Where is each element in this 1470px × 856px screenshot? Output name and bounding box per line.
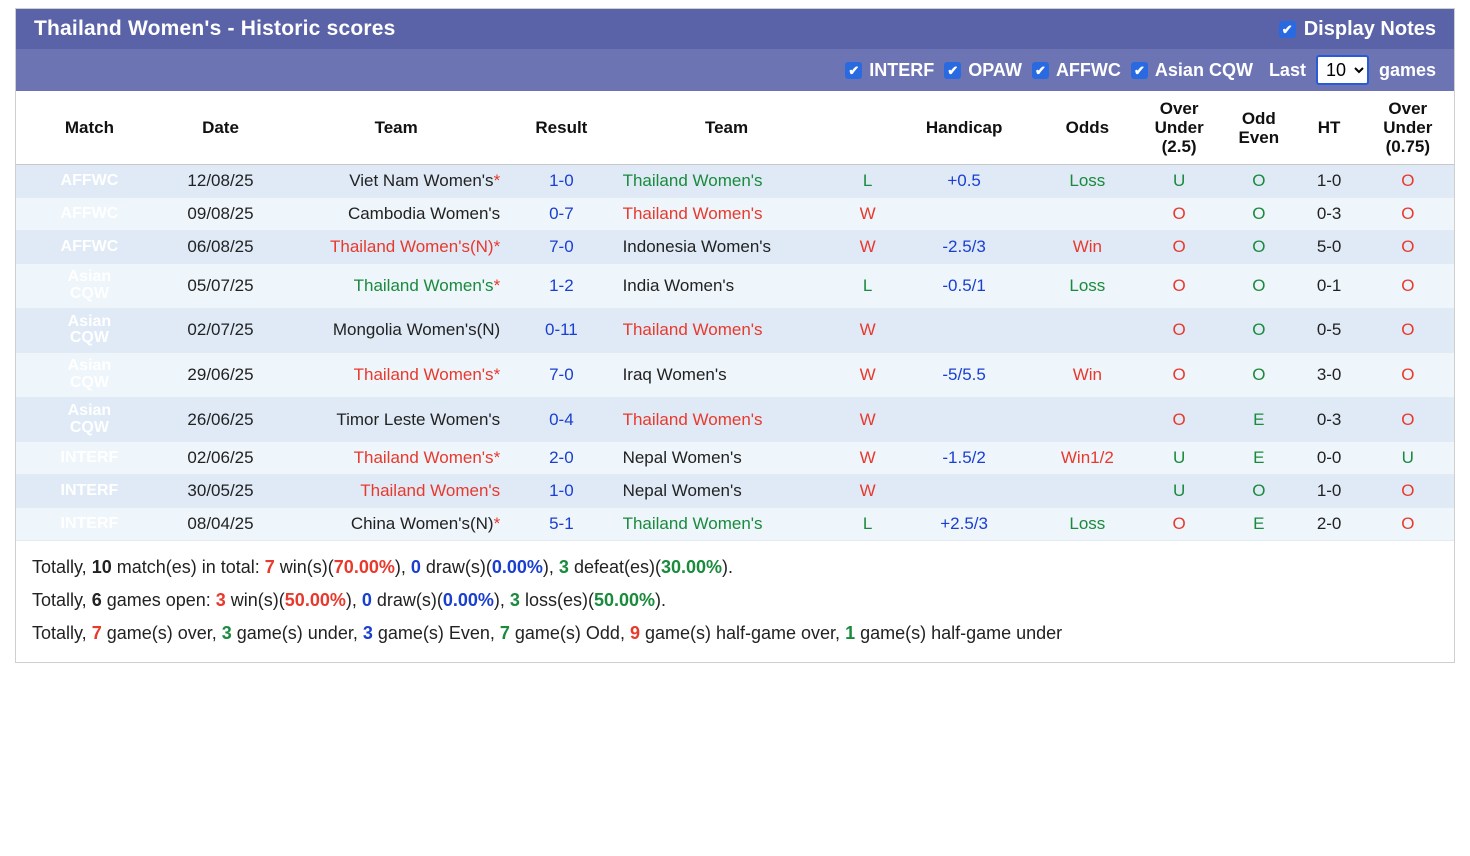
cell-odd-even: O xyxy=(1221,198,1297,231)
cell-handicap: +0.5 xyxy=(891,165,1038,198)
cell-outcome: W xyxy=(845,397,891,442)
cell-odds-result xyxy=(1038,198,1138,231)
cell-handicap: -0.5/1 xyxy=(891,264,1038,309)
filter-interf[interactable] xyxy=(845,60,934,81)
under-count: 3 xyxy=(221,623,232,644)
summary-line-matches xyxy=(32,557,1438,578)
display-notes-toggle[interactable] xyxy=(1279,18,1436,41)
cell-team-home[interactable]: Thailand Women's* xyxy=(278,264,514,309)
cell-competition: Asian CQW xyxy=(16,397,163,442)
cell-over-under: O xyxy=(1137,308,1221,353)
cell-handicap xyxy=(891,308,1038,353)
text: Totally, xyxy=(32,623,92,644)
cell-team-home[interactable]: Cambodia Women's xyxy=(278,198,514,231)
cell-odd-even: E xyxy=(1221,442,1297,475)
cell-date: 12/08/25 xyxy=(163,165,278,198)
col-over-under-line2: Under xyxy=(1154,118,1204,138)
cell-team-away[interactable]: Indonesia Women's xyxy=(609,231,845,264)
cell-over-under-075: O xyxy=(1362,198,1454,231)
cell-date: 30/05/25 xyxy=(163,475,278,508)
cell-date: 02/07/25 xyxy=(163,308,278,353)
checkbox-icon[interactable]: ✔ xyxy=(1279,21,1296,38)
col-result[interactable]: Result xyxy=(514,91,608,165)
col-odd-even-line2: Even xyxy=(1238,127,1280,147)
cell-score: 1-0 xyxy=(514,165,608,198)
text: ), xyxy=(394,557,411,578)
text: win(s)( xyxy=(274,557,334,578)
half-under-count: 1 xyxy=(845,623,856,644)
col-over-under-075-line2: Under xyxy=(1383,118,1433,138)
text: game(s) half-game over, xyxy=(639,623,846,644)
cell-score: 0-4 xyxy=(514,397,608,442)
col-over-under-075[interactable] xyxy=(1362,91,1454,165)
cell-over-under: O xyxy=(1137,198,1221,231)
text: games open: xyxy=(101,590,216,611)
cell-odds-result: Win1/2 xyxy=(1038,442,1138,475)
table-row[interactable] xyxy=(16,397,1454,442)
cell-date: 09/08/25 xyxy=(163,198,278,231)
filter-label: INTERF xyxy=(869,59,935,80)
cell-competition: AFFWC xyxy=(16,165,163,198)
cell-competition: INTERF xyxy=(16,442,163,475)
cell-outcome: L xyxy=(845,165,891,198)
cell-score: 1-0 xyxy=(514,475,608,508)
defeat-pct: 30.00% xyxy=(660,557,723,578)
cell-odds-result: Win xyxy=(1038,353,1138,398)
cell-score: 7-0 xyxy=(514,231,608,264)
cell-over-under: U xyxy=(1137,475,1221,508)
filter-label: AFFWC xyxy=(1055,59,1121,80)
text: ). xyxy=(655,590,667,611)
cell-handicap: -5/5.5 xyxy=(891,353,1038,398)
cell-over-under-075: O xyxy=(1362,508,1454,541)
summary-section xyxy=(16,541,1454,662)
col-over-under-075-line1: Over xyxy=(1388,99,1428,118)
checkbox-icon[interactable]: ✔ xyxy=(1131,62,1148,79)
cell-score: 7-0 xyxy=(514,353,608,398)
cell-outcome: L xyxy=(845,508,891,541)
cell-team-home[interactable]: Thailand Women's(N)* xyxy=(278,231,514,264)
filter-label: Asian CQW xyxy=(1154,59,1253,80)
win-count: 7 xyxy=(264,557,275,578)
cell-odd-even: O xyxy=(1221,165,1297,198)
cell-score: 0-7 xyxy=(514,198,608,231)
open-draw-count: 0 xyxy=(361,590,372,611)
cell-competition: AFFWC xyxy=(16,198,163,231)
col-over-under-line3: (2.5) xyxy=(1161,137,1197,157)
cell-over-under: O xyxy=(1137,397,1221,442)
half-over-count: 9 xyxy=(629,623,640,644)
cell-over-under: O xyxy=(1137,508,1221,541)
cell-over-under-075: O xyxy=(1362,264,1454,309)
home-star: * xyxy=(493,514,501,534)
cell-over-under: U xyxy=(1137,165,1221,198)
cell-team-away[interactable]: Thailand Women's xyxy=(609,508,845,541)
home-star: * xyxy=(493,171,501,191)
cell-halftime: 0-0 xyxy=(1297,442,1362,475)
cell-date: 06/08/25 xyxy=(163,231,278,264)
open-loss-pct: 50.00% xyxy=(593,590,656,611)
cell-handicap xyxy=(891,397,1038,442)
cell-halftime: 2-0 xyxy=(1297,508,1362,541)
cell-score: 0-11 xyxy=(514,308,608,353)
even-count: 3 xyxy=(362,623,373,644)
odd-count: 7 xyxy=(499,623,510,644)
col-ht[interactable]: HT xyxy=(1297,91,1362,165)
open-win-count: 3 xyxy=(215,590,226,611)
cell-over-under: O xyxy=(1137,231,1221,264)
cell-score: 5-1 xyxy=(514,508,608,541)
text: defeat(es)( xyxy=(568,557,661,578)
display-notes-label: Display Notes xyxy=(1303,17,1436,40)
text: Totally, xyxy=(32,590,92,611)
cell-odd-even: O xyxy=(1221,475,1297,508)
cell-odd-even: O xyxy=(1221,308,1297,353)
cell-team-away[interactable]: India Women's xyxy=(609,264,845,309)
table-row[interactable] xyxy=(16,264,1454,309)
table-row[interactable] xyxy=(16,165,1454,198)
cell-outcome: L xyxy=(845,264,891,309)
cell-outcome: W xyxy=(845,308,891,353)
cell-over-under: U xyxy=(1137,442,1221,475)
cell-over-under-075: O xyxy=(1362,165,1454,198)
cell-over-under: O xyxy=(1137,353,1221,398)
cell-halftime: 1-0 xyxy=(1297,165,1362,198)
cell-halftime: 0-3 xyxy=(1297,198,1362,231)
cell-handicap: -1.5/2 xyxy=(891,442,1038,475)
col-date[interactable]: Date xyxy=(163,91,278,165)
cell-team-home[interactable]: Viet Nam Women's* xyxy=(278,165,514,198)
cell-odds-result: Loss xyxy=(1038,264,1138,309)
cell-odds-result: Win xyxy=(1038,231,1138,264)
cell-odd-even: E xyxy=(1221,397,1297,442)
home-star: * xyxy=(493,448,501,468)
cell-date: 08/04/25 xyxy=(163,508,278,541)
cell-competition: INTERF xyxy=(16,475,163,508)
text: ), xyxy=(345,590,362,611)
col-over-under[interactable] xyxy=(1137,91,1221,165)
cell-competition: Asian CQW xyxy=(16,353,163,398)
cell-outcome: W xyxy=(845,231,891,264)
page-title: Thailand Women's - Historic scores xyxy=(34,17,396,40)
text: ). xyxy=(722,557,734,578)
panel-header xyxy=(16,9,1454,49)
win-pct: 70.00% xyxy=(333,557,395,578)
text: win(s)( xyxy=(225,590,285,611)
cell-odds-result xyxy=(1038,308,1138,353)
cell-over-under-075: O xyxy=(1362,397,1454,442)
cell-date: 29/06/25 xyxy=(163,353,278,398)
cell-outcome: W xyxy=(845,198,891,231)
total-matches: 10 xyxy=(91,557,112,578)
cell-date: 02/06/25 xyxy=(163,442,278,475)
home-star: * xyxy=(493,275,501,295)
cell-team-away[interactable]: Thailand Women's xyxy=(609,198,845,231)
text: game(s) over, xyxy=(101,623,222,644)
cell-over-under-075: U xyxy=(1362,442,1454,475)
col-over-under-075-line3: (0.75) xyxy=(1385,137,1431,157)
open-draw-pct: 0.00% xyxy=(442,590,494,611)
col-over-under-line1: Over xyxy=(1159,99,1199,118)
draw-pct: 0.00% xyxy=(491,557,543,578)
text: draw(s)( xyxy=(371,590,443,611)
text: game(s) Even, xyxy=(372,623,500,644)
text: ), xyxy=(542,557,559,578)
cell-odd-even: O xyxy=(1221,353,1297,398)
cell-handicap: +2.5/3 xyxy=(891,508,1038,541)
col-team-home[interactable]: Team xyxy=(278,91,514,165)
filter-bar xyxy=(16,49,1454,91)
cell-outcome: W xyxy=(845,475,891,508)
filter-affwc[interactable] xyxy=(1032,60,1121,81)
text: game(s) Odd, xyxy=(509,623,630,644)
cell-odd-even: O xyxy=(1221,264,1297,309)
cell-date: 26/06/25 xyxy=(163,397,278,442)
col-wl xyxy=(845,91,891,165)
cell-odds-result xyxy=(1038,475,1138,508)
col-team-away[interactable]: Team xyxy=(609,91,845,165)
draw-count: 0 xyxy=(410,557,421,578)
last-games-label: Last xyxy=(1268,59,1306,80)
checkbox-icon[interactable]: ✔ xyxy=(845,62,862,79)
open-win-pct: 50.00% xyxy=(284,590,346,611)
cell-date: 05/07/25 xyxy=(163,264,278,309)
cell-team-away[interactable]: Thailand Women's xyxy=(609,308,845,353)
cell-odds-result xyxy=(1038,397,1138,442)
cell-team-away[interactable]: Nepal Women's xyxy=(609,442,845,475)
text: ), xyxy=(493,590,510,611)
cell-odd-even: E xyxy=(1221,508,1297,541)
col-odd-even-line1: Odd xyxy=(1241,108,1276,128)
cell-halftime: 0-1 xyxy=(1297,264,1362,309)
cell-halftime: 3-0 xyxy=(1297,353,1362,398)
text: draw(s)( xyxy=(420,557,492,578)
cell-competition: INTERF xyxy=(16,508,163,541)
cell-halftime: 0-5 xyxy=(1297,308,1362,353)
open-total: 6 xyxy=(91,590,102,611)
table-row[interactable] xyxy=(16,308,1454,353)
table-row[interactable] xyxy=(16,442,1454,475)
checkbox-icon[interactable]: ✔ xyxy=(944,62,961,79)
cell-over-under-075: O xyxy=(1362,475,1454,508)
text: match(es) in total: xyxy=(111,557,265,578)
table-row[interactable] xyxy=(16,508,1454,541)
cell-handicap xyxy=(891,475,1038,508)
home-star: * xyxy=(493,365,501,385)
cell-competition: AFFWC xyxy=(16,231,163,264)
cell-handicap: -2.5/3 xyxy=(891,231,1038,264)
cell-team-home[interactable]: Mongolia Women's(N) xyxy=(278,308,514,353)
col-odd-even[interactable] xyxy=(1221,91,1297,165)
historic-scores-panel xyxy=(15,8,1455,663)
games-suffix-label: games xyxy=(1378,59,1436,80)
summary-line-over-under xyxy=(32,623,1438,644)
open-loss-count: 3 xyxy=(509,590,520,611)
cell-over-under-075: O xyxy=(1362,308,1454,353)
filter-asian-cqw[interactable] xyxy=(1131,60,1253,81)
over-count: 7 xyxy=(91,623,102,644)
cell-over-under: O xyxy=(1137,264,1221,309)
cell-over-under-075: O xyxy=(1362,231,1454,264)
table-row[interactable] xyxy=(16,475,1454,508)
cell-score: 1-2 xyxy=(514,264,608,309)
cell-odds-result: Loss xyxy=(1038,165,1138,198)
table-body xyxy=(16,165,1454,541)
cell-team-away[interactable]: Nepal Women's xyxy=(609,475,845,508)
games-count-select[interactable] xyxy=(1316,55,1369,85)
cell-halftime: 5-0 xyxy=(1297,231,1362,264)
cell-competition: Asian CQW xyxy=(16,308,163,353)
cell-team-home[interactable]: Thailand Women's* xyxy=(278,353,514,398)
col-match[interactable]: Match xyxy=(16,91,163,165)
text: game(s) half-game under xyxy=(855,623,1063,644)
text: Totally, xyxy=(32,557,92,578)
defeat-count: 3 xyxy=(558,557,569,578)
cell-competition: Asian CQW xyxy=(16,264,163,309)
cell-team-home[interactable]: Thailand Women's xyxy=(278,475,514,508)
filter-opaw[interactable] xyxy=(944,60,1022,81)
cell-odds-result: Loss xyxy=(1038,508,1138,541)
cell-score: 2-0 xyxy=(514,442,608,475)
cell-halftime: 1-0 xyxy=(1297,475,1362,508)
cell-odd-even: O xyxy=(1221,231,1297,264)
table-row[interactable] xyxy=(16,353,1454,398)
historic-scores-table xyxy=(16,91,1454,541)
cell-team-home[interactable]: China Women's(N)* xyxy=(278,508,514,541)
cell-halftime: 0-3 xyxy=(1297,397,1362,442)
cell-outcome: W xyxy=(845,353,891,398)
col-odds[interactable]: Odds xyxy=(1038,91,1138,165)
cell-team-away[interactable]: Thailand Women's xyxy=(609,165,845,198)
checkbox-icon[interactable]: ✔ xyxy=(1032,62,1049,79)
cell-team-away[interactable]: Thailand Women's xyxy=(609,397,845,442)
cell-team-away[interactable]: Iraq Women's xyxy=(609,353,845,398)
home-star: * xyxy=(493,237,501,257)
text: loss(es)( xyxy=(519,590,594,611)
col-handicap[interactable]: Handicap xyxy=(891,91,1038,165)
cell-outcome: W xyxy=(845,442,891,475)
cell-over-under-075: O xyxy=(1362,353,1454,398)
table-row[interactable] xyxy=(16,231,1454,264)
cell-team-home[interactable]: Thailand Women's* xyxy=(278,442,514,475)
table-row[interactable] xyxy=(16,198,1454,231)
text: game(s) under, xyxy=(231,623,363,644)
table-header-row xyxy=(16,91,1454,165)
cell-handicap xyxy=(891,198,1038,231)
filter-label: OPAW xyxy=(968,59,1022,80)
cell-team-home[interactable]: Timor Leste Women's xyxy=(278,397,514,442)
summary-line-open-games xyxy=(32,590,1438,611)
